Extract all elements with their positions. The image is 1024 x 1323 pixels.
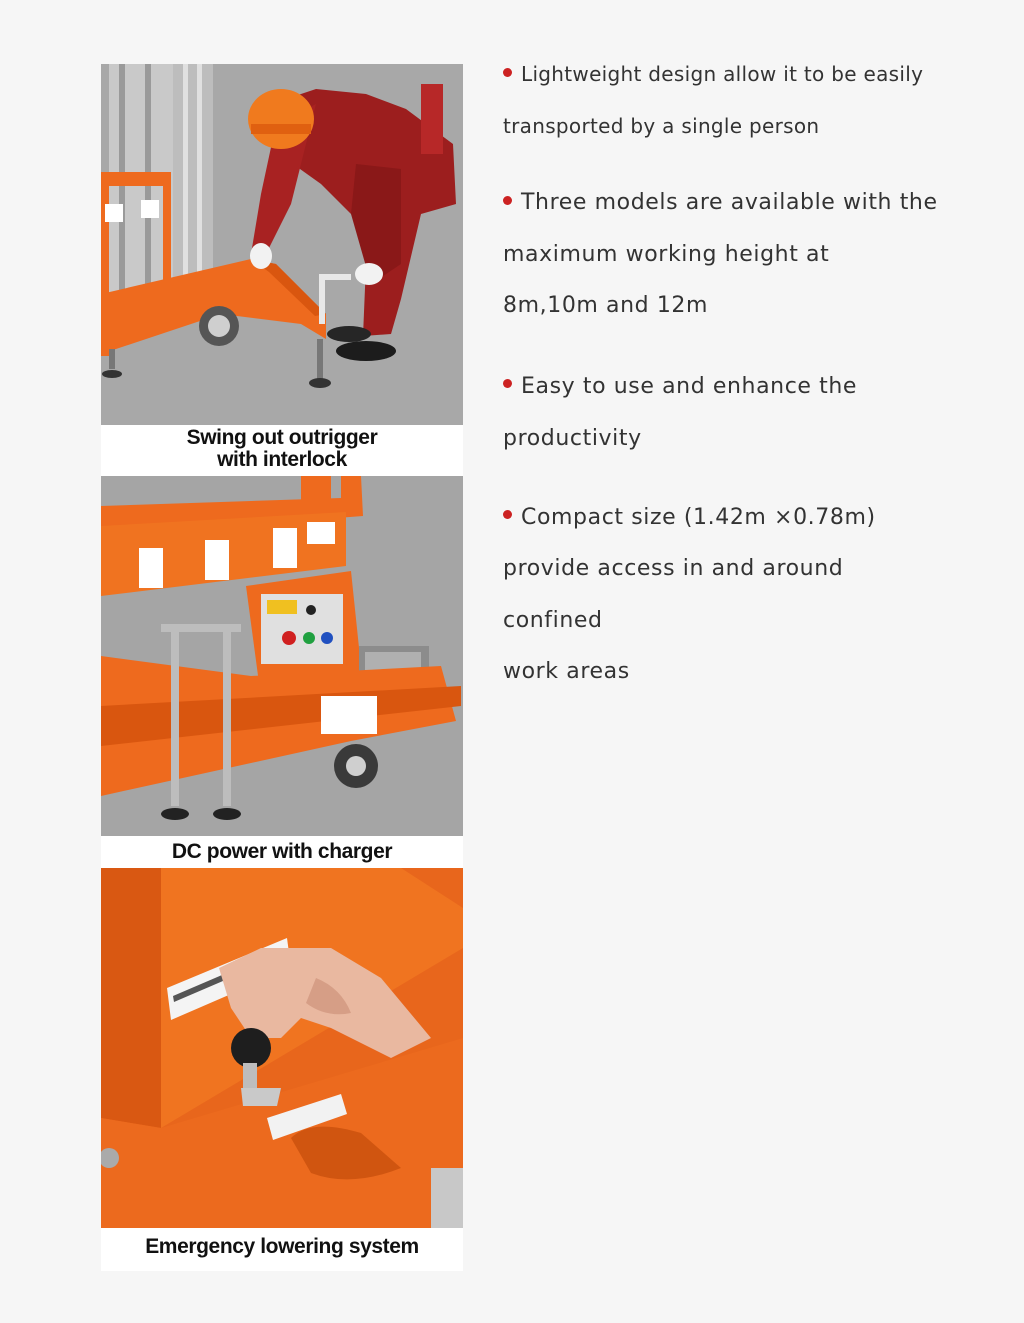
feature-list xyxy=(503,48,993,698)
feature-line: confined xyxy=(503,607,603,633)
bullet-icon xyxy=(503,196,512,205)
feature-models xyxy=(503,177,993,332)
bullet-icon xyxy=(503,379,512,388)
feature-line: transported by a single person xyxy=(503,114,820,138)
outrigger-panel xyxy=(101,64,463,476)
dc-power-caption: DC power with charger xyxy=(101,836,463,868)
feature-line xyxy=(503,492,993,544)
feature-easy-to-use xyxy=(503,361,993,465)
feature-line: maximum working height at xyxy=(503,241,830,267)
emergency-lowering-caption: Emergency lowering system xyxy=(101,1228,463,1271)
bullet-icon xyxy=(503,510,512,519)
feature-line: provide access in and around xyxy=(503,556,844,581)
dc-power-photo xyxy=(101,476,463,836)
outrigger-caption-line2: with interlock xyxy=(217,448,347,471)
feature-text: Compact size (1.42m ×0.78m) xyxy=(521,504,876,530)
emergency-lowering-photo xyxy=(101,868,463,1228)
feature-text: Lightweight design allow it to be easily xyxy=(521,62,924,86)
bullet-icon xyxy=(503,68,512,77)
feature-line: productivity xyxy=(503,425,642,451)
outrigger-caption xyxy=(101,425,463,476)
feature-text: Three models are available with the xyxy=(521,190,938,215)
feature-line: 8m,10m and 12m xyxy=(503,293,709,318)
feature-line: work areas xyxy=(503,659,630,684)
outrigger-caption-line1: Swing out outrigger xyxy=(186,426,378,449)
feature-line xyxy=(503,361,993,413)
feature-text: Easy to use and enhance the xyxy=(521,373,858,399)
emergency-lowering-panel xyxy=(101,868,463,1271)
photo-column xyxy=(101,64,463,1271)
feature-line xyxy=(503,48,993,100)
dc-power-panel xyxy=(101,476,463,868)
feature-compact-size xyxy=(503,492,993,698)
outrigger-photo xyxy=(101,64,463,425)
feature-line xyxy=(503,177,993,229)
feature-lightweight xyxy=(503,48,993,152)
